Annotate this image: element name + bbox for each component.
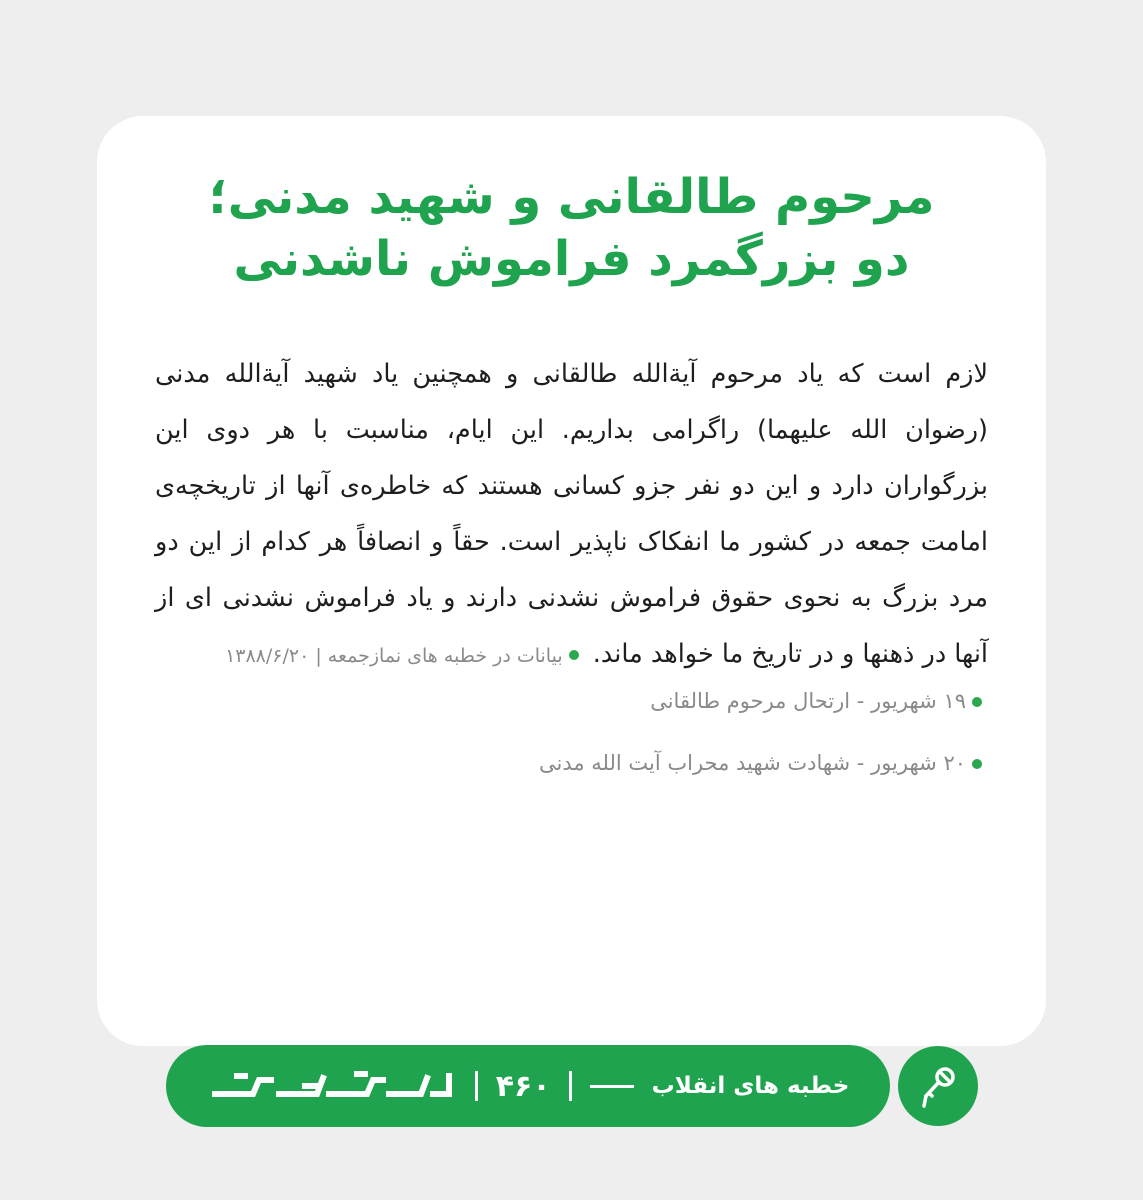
list-item	[155, 686, 988, 716]
quote-paragraph	[155, 346, 988, 684]
quote-text: لازم است که یاد مرحوم آیةالله طالقانی و همچنین یاد شهید آیةالله مدنی (رضوان الله علیهما) راگرامی بداریم. این ایام، مناسبت با هر دوی این بزرگواران دارد و این دو نفر جزو کسانی هستند که خاطره‌ی آنها از تاریخچه‌ی امامت جمعه در کشور ما انفکاک ناپذیر است. حقاً و انصافاً هر کدام از این دو مرد بزرگ به نحوی حقوق فراموش نشدنی دارند و یاد فراموش نشدنی ای از آنها در ذهنها و در تاریخ ما خواهد ماند.	[155, 359, 988, 669]
green-dot-icon	[569, 650, 579, 660]
series-label: خطبه های انقلاب	[651, 1073, 850, 1099]
divider-bar	[475, 1071, 478, 1101]
footer-bar	[166, 1045, 890, 1127]
divider-dash	[590, 1085, 634, 1088]
microphone-badge	[898, 1046, 978, 1126]
headline-line-1: مرحوم طالقانی و شهید مدنی؛	[208, 169, 935, 225]
event-text: ۱۹ شهریور - ارتحال مرحوم طالقانی	[650, 689, 966, 713]
green-dot-icon	[972, 759, 982, 769]
content-card	[97, 116, 1046, 1046]
headline-line-2: دو بزرگمرد فراموش ناشدنی	[233, 231, 910, 287]
list-item	[155, 748, 988, 778]
green-dot-icon	[972, 697, 982, 707]
divider-bar	[569, 1071, 572, 1101]
event-list	[155, 686, 988, 810]
headline	[97, 166, 1046, 290]
khat-e-hezbollah-logo	[207, 1068, 457, 1104]
microphone-icon	[914, 1062, 962, 1110]
event-text: ۲۰ شهریور - شهادت شهید محراب آیت الله مدنی	[538, 751, 966, 775]
quote-source: بیانات در خطبه های نمازجمعه | ۱۳۸۸/۶/۲۰	[225, 645, 563, 667]
issue-number: ۴۶۰	[495, 1068, 551, 1104]
